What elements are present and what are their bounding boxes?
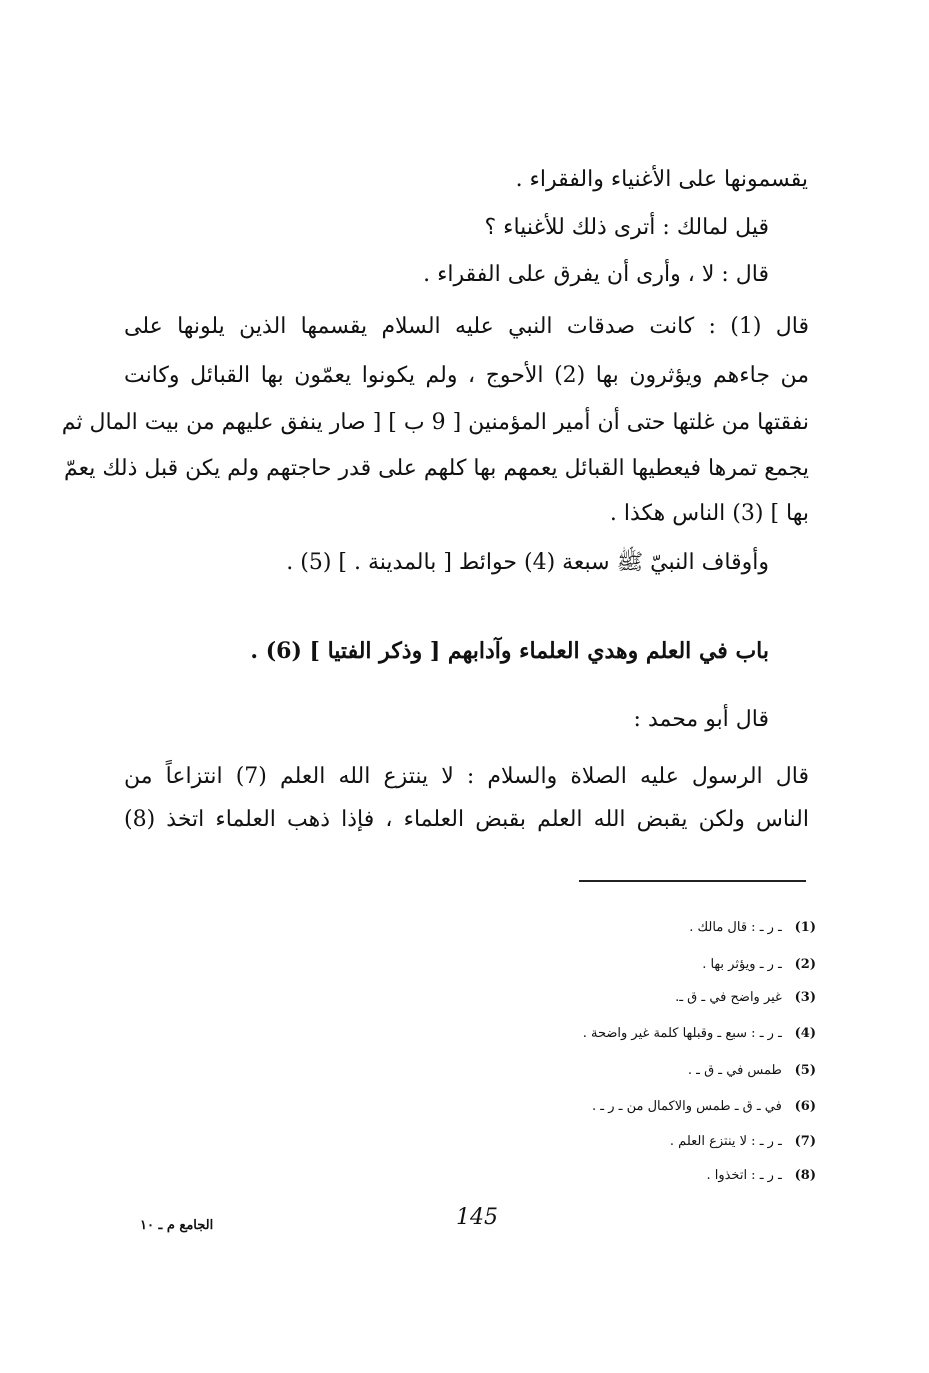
text-line: قال : لا ، وأرى أن يفرق على الفقراء . <box>423 262 769 287</box>
footnote-text: في ـ ق ـ طمس والاكمال من ـ ر ـ . <box>592 1099 782 1114</box>
text-line: الناس ولكن يقبض الله العلم بقبض العلماء ، فإذا ذهب العلماء اتخذ (8) <box>124 807 809 832</box>
text-line: من جاءهم ويؤثرون بها (2) الأحوج ، ولم يكونوا يعمّون بها القبائل وكانت <box>124 363 809 388</box>
footnote-number: (7) <box>794 1134 816 1149</box>
footnote-text: ـ ر ـ : لا ينتزع العلم . <box>669 1134 782 1149</box>
text-line: قال الرسول عليه الصلاة والسلام : لا ينتزع الله العلم (7) انتزاعاً من <box>124 764 809 789</box>
footnote <box>675 988 816 1008</box>
footnote-number: (4) <box>794 1026 816 1041</box>
text-line: يجمع تمرها فيعطيها القبائل يعمهم بها كلهم على قدر حاجتهم ولم يكن قبل ذلك يعمّ <box>63 456 809 481</box>
footnote <box>702 955 816 975</box>
footnote <box>670 1132 816 1152</box>
footnote-text: ـ ر ـ : اتخذوا . <box>706 1168 782 1183</box>
footnote-separator <box>579 880 806 882</box>
text-line: وأوقاف النبيّ ﷺ سبعة (4) حوائط [ بالمدينة . ] (5) . <box>286 550 769 575</box>
text-line: قال أبو محمد : <box>633 707 769 732</box>
footnote-number: (2) <box>794 957 816 972</box>
signature-mark: الجامع م ـ ١٠ <box>140 1218 214 1233</box>
page-number: 145 <box>456 1205 498 1230</box>
footnote-number: (6) <box>794 1099 816 1114</box>
footnote-text: غير واضح في ـ ق ـ. <box>675 990 782 1005</box>
footnote-text: ـ ر ـ : سبع ـ وقبلها كلمة غير واضحة . <box>582 1026 782 1041</box>
footnote-number: (5) <box>794 1063 816 1078</box>
chapter-heading: باب في العلم وهدي العلماء وآدابهم [ وذكر الفتيا ] (6) . <box>250 638 769 664</box>
text-line: بها ] (3) الناس هكذا . <box>609 501 809 526</box>
footnote-text: ـ ر ـ : قال مالك . <box>689 920 782 935</box>
footnote-number: (8) <box>794 1168 816 1183</box>
footnote <box>583 1024 816 1044</box>
footnote-text: ـ ر ـ ويؤثر بها . <box>702 957 782 972</box>
footnote <box>592 1097 816 1117</box>
footnote <box>689 918 816 938</box>
text-line: قيل لمالك : أترى ذلك للأغنياء ؟ <box>484 215 769 240</box>
footnote <box>688 1061 816 1081</box>
footnote-number: (1) <box>794 920 816 935</box>
footnote-text: طمس في ـ ق ـ . <box>687 1063 782 1078</box>
text-line: قال (1) : كانت صدقات النبي عليه السلام يقسمها الذين يلونها على <box>124 314 809 339</box>
text-line: يقسمونها على الأغنياء والفقراء . <box>515 167 808 192</box>
text-line: نفقتها من غلتها حتى أن أمير المؤمنين [ 9 ب ] [ صار ينفق عليهم من بيت المال ثم <box>61 410 809 435</box>
footnote-number: (3) <box>794 990 816 1005</box>
footnote <box>706 1166 816 1186</box>
